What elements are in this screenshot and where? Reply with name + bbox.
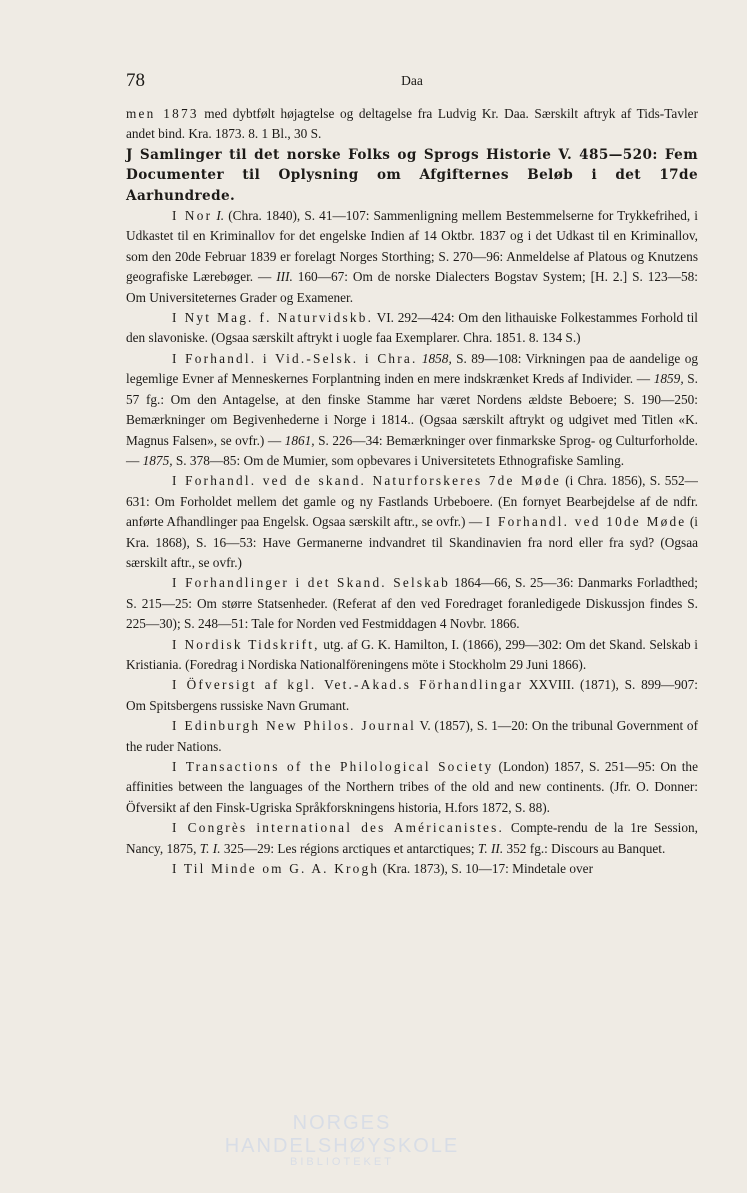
entry-text: XXVIII. (1871), S. 899—907: Om Spitsbergens russiske Navn Grumant. xyxy=(126,677,698,713)
volume-year: 1875, xyxy=(142,452,173,468)
entry-text: 325—29: Les régions arctiques et antarctiques; xyxy=(220,840,478,856)
entry-text: S. 57 fg.: Om den Antagelse, at den finske Stamme har været Nordens ældste Beboere; S. 190—250: Bemærkninger om Begivenhederne i Norge i 1814.. (Ogsaa særskilt aftrykt og udgivet med Titlen «K. Magnus Falsen», se ovfr.) — xyxy=(126,371,699,448)
source-title: I Öfversigt af kgl. Vet.-Akad.s Förhandlingar xyxy=(172,677,524,693)
source-title: I Nyt Mag. f. Naturvidskb. xyxy=(172,310,374,326)
bibliography-entry xyxy=(126,104,698,145)
entry-text: 160—67: Om de norske Dialecters Bogstav System; [H. 2.] S. 123—58: Om Universiteternes Grader og Examener. xyxy=(126,269,698,305)
source-title: I Edinburgh New Philos. Journal xyxy=(172,718,417,734)
source-title: I Nor xyxy=(172,208,213,224)
source-title: I Forhandl. i Vid.-Selsk. i Chra. xyxy=(172,350,418,366)
entry-text: S. 226—34: Bemærkninger over finmarkske Sprog- og Culturforholde. — xyxy=(126,432,698,468)
entry-text: (i Kra. 1868), S. 16—53: Have Germanerne indvandret til Skandinavien fra nord eller fra syd? (Ogsaa særskilt aftr., se ovfr.) xyxy=(126,514,699,570)
entry-text: (London) 1857, S. 251—95: On the affinities between the languages of the Northern tribes of the old and new continents. (Jfr. O. Donner: Öfversikt af den Finsk-Ugriska Språkforskningens historia, H.fors 1872, S. 88). xyxy=(126,759,698,815)
source-title: I Til Minde om G. A. Krogh xyxy=(172,861,380,877)
volume-year: 1859, xyxy=(653,371,684,387)
bibliography-entry xyxy=(126,573,698,634)
library-stamp xyxy=(172,1112,512,1168)
bibliography-entry xyxy=(126,818,698,859)
entry-text: (Chra. 1840), S. 41—107: Sammenligning mellem Bestemmelserne for Trykkefrihed, i Udkastet til en Kriminallov for det engelske Indien af 14 Oktbr. 1837 og i det Udkast til en Kriminallov, som den 20de Februar 1839 er forelagt Norges Storthing; S. 270—96: Anmeldelse af Platous og Knutzens geografiske Lærebøger. — xyxy=(126,208,698,285)
entry-text: med dybtfølt højagtelse og deltagelse fra Ludvig Kr. Daa. Særskilt aftryk af Tids-Tavler andet bind. Kra. 1873. 8. 1 Bl., 30 S. xyxy=(126,106,698,142)
entry-text: VI. 292—424: Om den lithauiske Folkestammes Forhold til den slavoniske. (Ogsaa særskilt aftrykt i uogle faa Exemplarer. Chra. 1851. 8. 134 S.) xyxy=(126,310,698,346)
bibliography-entry xyxy=(126,675,698,716)
source-title: I Forhandlinger i det Skand. Selskab xyxy=(172,575,451,591)
bibliography-entry xyxy=(126,145,698,206)
volume-year: III. xyxy=(276,269,293,285)
bibliography-entry xyxy=(126,471,698,573)
bibliography-entry xyxy=(126,635,698,676)
bibliography-entry xyxy=(126,349,698,471)
entry-text: S. 89—108: Virkningen paa de aandelige og legemlige Evner af Menneskernes Forplantning inden en mere indskrænket Kreds af Individer. — xyxy=(126,350,698,387)
source-title: I Nordisk Tidskrift, xyxy=(172,636,320,652)
volume-year: I. xyxy=(216,208,225,224)
source-title: I Congrès international des Américanistes. xyxy=(172,820,504,836)
entry-text: (Kra. 1873), S. 10—17: Mindetale over xyxy=(379,861,594,877)
volume-year: T. I. xyxy=(199,840,221,856)
volume-year: 1858, xyxy=(421,350,452,366)
entry-text: (i Chra. 1856), S. 552—631: Om Forholdet mellem det gamle og ny Fastlands Urbeboere. (En fornyet Bearbejdelse af de ndfr. anførte Afhandlinger paa Engelsk. Ogsaa særskilt aftr., se ovfr.) — xyxy=(126,473,698,530)
running-head: Daa xyxy=(401,73,423,88)
bibliography-entry xyxy=(126,206,698,308)
volume-year: 1861, xyxy=(284,432,315,448)
entry-text: J Samlinger til det norske Folks og Sprogs Historie V. 485—520: Fem Documenter til Oplysning om Afgifternes Beløb i det 17de Aarhundrede. xyxy=(126,146,698,204)
bibliography-entry xyxy=(126,716,698,757)
source-title: I Transactions of the Philological Society xyxy=(172,759,494,774)
source-title: men 1873 xyxy=(126,106,199,121)
volume-year: T. II. xyxy=(477,840,504,856)
page-number: 78 xyxy=(126,70,145,91)
entry-text: utg. af G. K. Hamilton, I. (1866), 299—302: Om det Skand. Selskab i Kristiania. (Foredrag i Nordiska Nationalföreningens möte i Stockholm 29 Juni 1866). xyxy=(126,636,698,672)
bibliography-entry xyxy=(126,859,698,879)
entry-text: 1864—66, S. 25—36: Danmarks Forladthed; S. 215—25: Om større Statsenheder. (Referat af den ved Foredraget foranledigede Diskussjon findes S. 225—30); S. 248—51: Tale for Norden ved Festmiddagen 4 Novbr. 1866. xyxy=(126,575,698,632)
entry-text: S. 378—85: Om de Mumier, som opbevares i Universitetets Ethnografiske Samling. xyxy=(172,452,625,468)
bibliography-entry xyxy=(126,308,698,349)
entry-text: 352 fg.: Discours au Banquet. xyxy=(503,840,666,856)
stamp-line-1: NORGES HANDELSHØYSKOLE xyxy=(224,1112,460,1157)
entry-text: V. (1857), S. 1—20: On the tribunal Government of the ruder Nations. xyxy=(126,718,698,754)
stamp-line-2: BIBLIOTEKET xyxy=(290,1156,394,1168)
entry-text: Compte-rendu de la 1re Session, Nancy, 1875, xyxy=(126,820,698,856)
page-header xyxy=(126,70,698,94)
bibliography-text xyxy=(126,104,698,879)
bibliography-entry xyxy=(126,757,698,818)
source-title: I Forhandl. ved de skand. Naturforskeres 7de Møde xyxy=(172,473,561,489)
source-title: I Forhandl. ved 10de Møde xyxy=(485,514,687,530)
